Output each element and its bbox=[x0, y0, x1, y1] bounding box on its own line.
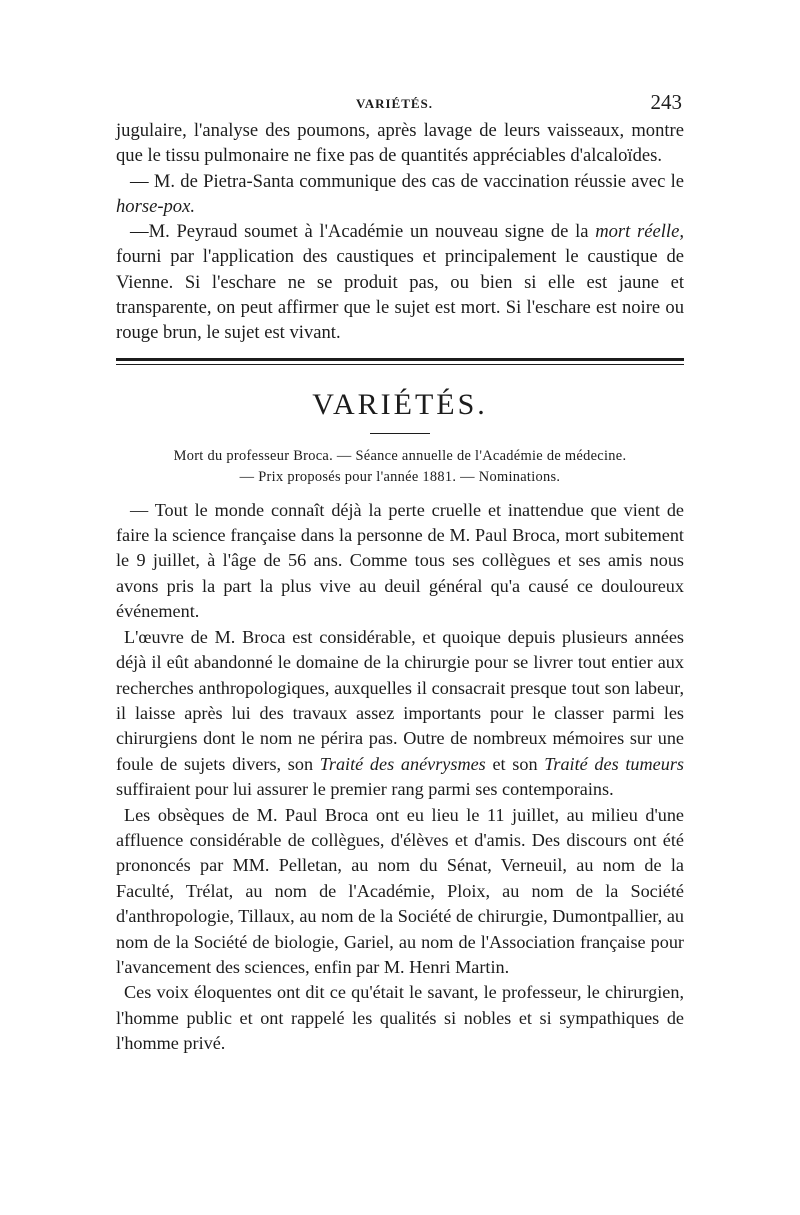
title-rule bbox=[370, 433, 430, 434]
summary-line: Mort du professeur Broca. — Séance annuelle de l'Académie de médecine. bbox=[173, 447, 627, 464]
paragraph-text: L'œuvre de M. Broca est considérable, et quoique depuis plusieurs années déjà il eût abandonné le domaine de la chirurgie pour se livrer tout entier aux recherches anthropologiques, auxquelles il consacrait presque tout son labeur, il laisse après lui des travaux assez importants pour le classer parmi les chirurgiens dont le nom ne périra pas. Outre de nombreux mémoires sur une foule de sujets divers, son bbox=[116, 626, 684, 774]
paragraph-funeral: Les obsèques de M. Paul Broca ont eu lieu le 11 juillet, au milieu d'une affluence considérable de collègues, d'élèves et d'amis. Des discours ont été prononcés par MM. Pelletan, au nom du Sénat, Verneuil, au nom de la Faculté, Trélat, au nom de l'Académie, Ploix, au nom de la Société d'anthropologie, Tillaux, au nom de la Société de chirurgie, Dumontpallier, au nom de la Société de biologie, Gariel, au nom de l'Association française pour l'avancement des sciences, enfin par M. Henri Martin. bbox=[116, 804, 684, 977]
section-title: VARIÉTÉS. bbox=[312, 387, 488, 421]
divider-thick-rule bbox=[116, 358, 684, 361]
paragraph-peyraud bbox=[116, 219, 684, 345]
italic-term: mort réelle, bbox=[595, 221, 684, 243]
paragraph-text: —M. Peyraud soumet à l'Académie un nouveau signe de la bbox=[130, 221, 596, 243]
paragraph-jugulaire: jugulaire, l'analyse des poumons, après lavage de leurs vaisseaux, montre que le tissu pulmonaire ne fixe pas de quantités appréciables d'alcaloïdes. bbox=[116, 120, 684, 167]
section-summary bbox=[116, 446, 684, 488]
paragraph-pietra-santa bbox=[116, 169, 684, 220]
paragraph-text: — M. de Pietra-Santa communique des cas de vaccination réussie avec le bbox=[130, 170, 684, 192]
article-body bbox=[116, 498, 684, 1057]
paragraph-text: et son bbox=[485, 753, 545, 774]
italic-title: Traité des tumeurs bbox=[544, 753, 684, 774]
paragraph-text: suffiraient pour lui assurer le premier rang parmi ses contemporains. bbox=[116, 779, 614, 800]
paragraph-broca-work bbox=[116, 625, 684, 803]
page-number: 243 bbox=[650, 90, 682, 114]
running-title: VARIÉTÉS. bbox=[356, 96, 434, 111]
summary-line: — Prix proposés pour l'année 1881. — Nominations. bbox=[239, 468, 561, 485]
running-header bbox=[116, 90, 684, 118]
paragraph-broca-death: — Tout le monde connaît déjà la perte cruelle et inattendue que vient de faire la science française dans la personne de M. Paul Broca, mort subitement le 9 juillet, à l'âge de 56 ans. Comme tous ses collègues et ses amis nous avons pris la part la plus vive au deuil général qu'a causé ce douloureux événement. bbox=[116, 499, 684, 622]
section-divider bbox=[116, 358, 684, 365]
paragraph-text: fourni par l'application des caustiques et principalement le caustique de Vienne. Si l'eschare ne se produit pas, ou bien si elle est jaune et transparente, on peut affirmer que le sujet est mort. Si l'eschare est noire ou rouge brun, le sujet est vivant. bbox=[116, 246, 684, 344]
italic-term: horse-pox. bbox=[116, 195, 196, 217]
italic-title: Traité des anévrysmes bbox=[319, 753, 486, 774]
page bbox=[116, 90, 684, 1057]
previous-section-text bbox=[116, 118, 684, 346]
paragraph-eulogies: Ces voix éloquentes ont dit ce qu'était le savant, le professeur, le chirurgien, l'homme public et ont rappelé les qualités si nobles et si sympathiques de l'homme privé. bbox=[116, 982, 684, 1054]
divider-thin-rule bbox=[116, 364, 684, 365]
